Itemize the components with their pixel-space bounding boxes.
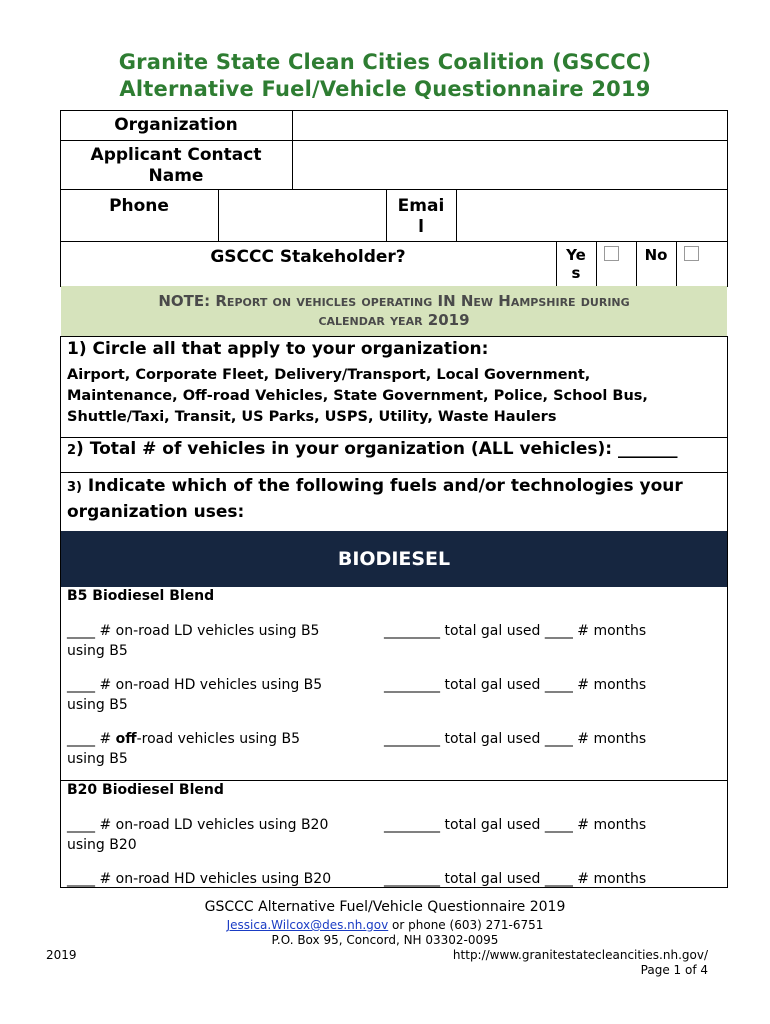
note-banner: NOTE: Report on vehicles operating IN New Hampshire during calendar year 2019: [61, 286, 727, 336]
b5-row-hd[interactable]: ____ # on-road HD vehicles using B5 using B5: [67, 677, 323, 713]
no-checkbox[interactable]: [684, 246, 699, 261]
b20-row-ld-usage[interactable]: ________ total gal used ____ # months: [384, 817, 647, 833]
footer-email-link[interactable]: Jessica.Wilcox@des.nh.gov: [226, 918, 389, 932]
b5-row-hd-usage[interactable]: ________ total gal used ____ # months: [384, 677, 647, 693]
footer-page-number: Page 1 of 4: [640, 963, 708, 977]
contact-name-label: Applicant Contact Name: [90, 145, 262, 186]
footer-title: GSCCC Alternative Fuel/Vehicle Questionnaire 2019: [204, 899, 566, 915]
email-field[interactable]: [457, 190, 727, 241]
stakeholder-label: GSCCC Stakeholder?: [210, 247, 406, 267]
biodiesel-heading: BIODIESEL: [61, 531, 727, 587]
q1-heading: 1) Circle all that apply to your organization:: [67, 339, 489, 359]
page-title: Granite State Clean Cities Coalition (GSCCC): [118, 50, 652, 74]
b20-heading: B20 Biodiesel Blend: [67, 782, 224, 798]
yes-checkbox[interactable]: [604, 246, 619, 261]
b5-heading: B5 Biodiesel Blend: [67, 588, 215, 604]
footer-url[interactable]: http://www.granitestatecleancities.nh.gov/: [452, 948, 708, 962]
b5-row-ld-usage[interactable]: ________ total gal used ____ # months: [384, 623, 647, 639]
b20-row-hd-usage[interactable]: ________ total gal used ____ # months: [384, 871, 647, 887]
footer-contact: Jessica.Wilcox@des.nh.gov or phone (603) 271-6751: [226, 918, 544, 932]
q2-text: 2) Total # of vehicles in your organization (ALL vehicles): _______: [67, 439, 678, 459]
phone-field[interactable]: [219, 190, 386, 241]
email-label: Emai l: [397, 196, 445, 237]
q3-text: 3) Indicate which of the following fuels and/or technologies your organization uses:: [67, 476, 683, 522]
b5-row-offroad-usage[interactable]: ________ total gal used ____ # months: [384, 731, 647, 747]
b5-row-ld[interactable]: ____ # on-road LD vehicles using B5 using B5: [67, 623, 320, 659]
q1-options[interactable]: Airport, Corporate Fleet, Delivery/Transport, Local Government, Maintenance, Off-road Vehicles, State Government, Police, School Bus, Shuttle/Taxi, Transit, US Parks, USPS, Utility, Waste Haulers: [67, 367, 648, 425]
b5-row-offroad[interactable]: ____ # off-road vehicles using B5 using B5: [67, 731, 300, 767]
organization-field[interactable]: [293, 111, 727, 140]
b20-row-ld[interactable]: ____ # on-road LD vehicles using B20 using B20: [67, 817, 329, 853]
footer-address: P.O. Box 95, Concord, NH 03302-0095: [271, 933, 499, 947]
page-subtitle: Alternative Fuel/Vehicle Questionnaire 2019: [119, 77, 651, 101]
yes-label: Ye s: [566, 246, 586, 282]
contact-name-field[interactable]: [293, 141, 727, 189]
phone-label: Phone: [109, 196, 169, 216]
no-label: No: [644, 246, 668, 264]
organization-label: Organization: [114, 115, 238, 135]
footer-year: 2019: [46, 948, 77, 962]
b20-row-hd[interactable]: ____ # on-road HD vehicles using B20: [67, 871, 332, 887]
